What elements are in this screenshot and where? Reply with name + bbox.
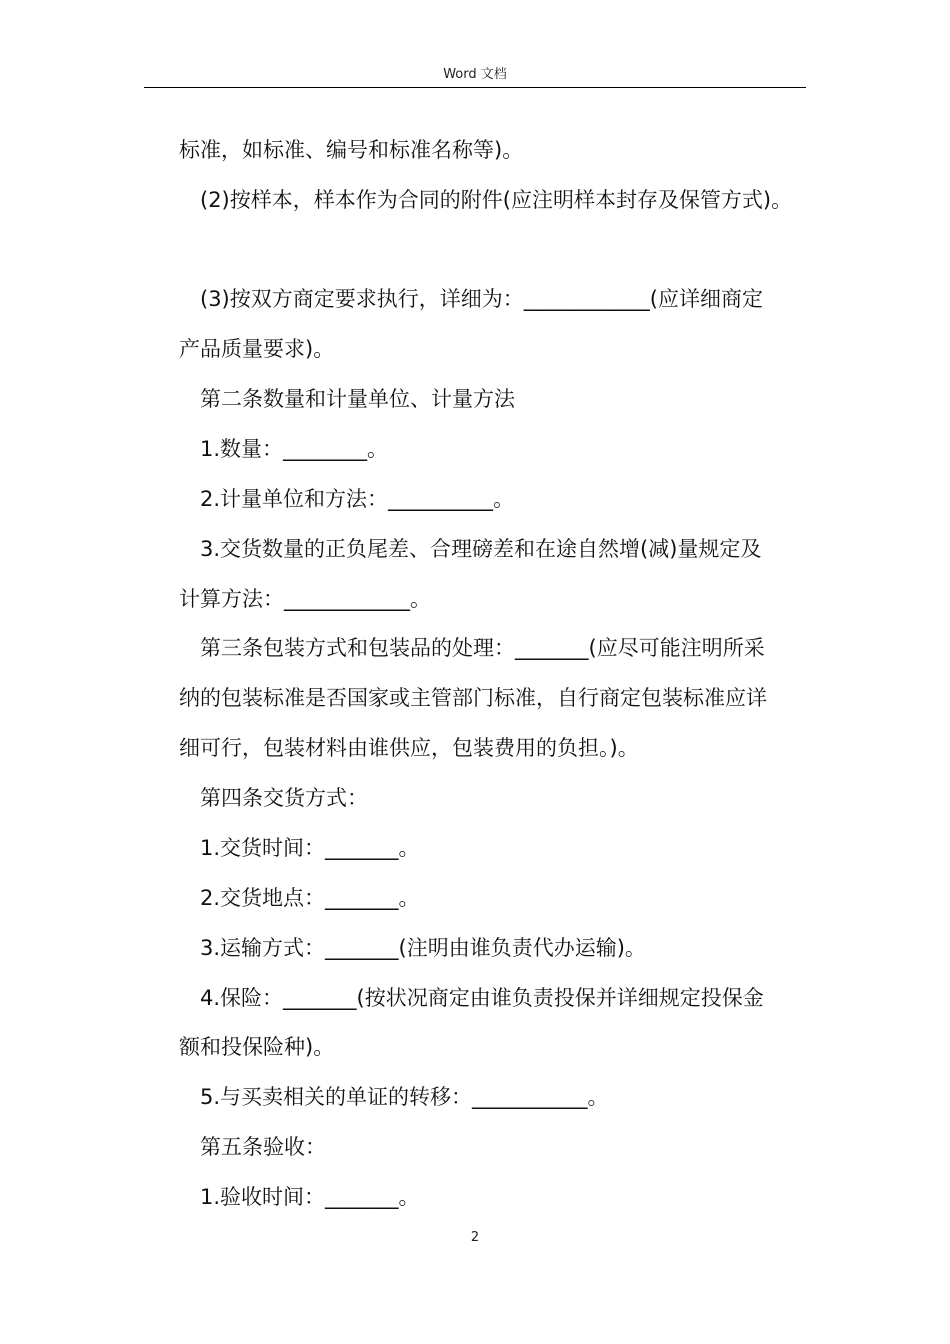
text-line: 纳的包装标准是否国家或主管部门标准，自行商定包装标准应详 [179, 686, 767, 710]
text-line: (3)按双方商定要求执行，详细为：____________(应详细商定 [200, 287, 763, 311]
text-line: (2)按样本，样本作为合同的附件(应注明样本封存及保管方式)。 [200, 188, 793, 212]
text-line: 额和投保险种)。 [179, 1035, 335, 1059]
text-line: 5.与买卖相关的单证的转移：___________。 [200, 1085, 609, 1109]
section-heading: 第四条交货方式： [200, 786, 368, 810]
section-heading: 第二条数量和计量单位、计量方法 [200, 387, 515, 411]
text-line: 4.保险：_______(按状况商定由谁负责投保并详细规定投保金 [200, 986, 764, 1010]
text-line: 1.数量：________。 [200, 437, 389, 461]
text-line: 2.计量单位和方法：__________。 [200, 487, 515, 511]
header-divider [144, 87, 806, 88]
text-line: 3.运输方式：_______(注明由谁负责代办运输)。 [200, 936, 646, 960]
text-line: 3.交货数量的正负尾差、合理磅差和在途自然增(减)量规定及 [200, 537, 762, 561]
text-line: 产品质量要求)。 [179, 337, 335, 361]
text-line: 细可行，包装材料由谁供应，包装费用的负担。)。 [179, 736, 639, 760]
text-line: 2.交货地点：_______。 [200, 886, 420, 910]
text-line: 1.验收时间：_______。 [200, 1185, 420, 1209]
section-heading: 第三条包装方式和包装品的处理：_______(应尽可能注明所采 [200, 636, 765, 660]
text-line: 标准，如标准、编号和标准名称等)。 [179, 138, 524, 162]
section-heading: 第五条验收： [200, 1135, 326, 1159]
page-header-title: Word 文档 [443, 67, 507, 82]
text-line: 计算方法：____________。 [179, 587, 431, 611]
page-number: 2 [470, 1230, 480, 1245]
text-line: 1.交货时间：_______。 [200, 836, 420, 860]
